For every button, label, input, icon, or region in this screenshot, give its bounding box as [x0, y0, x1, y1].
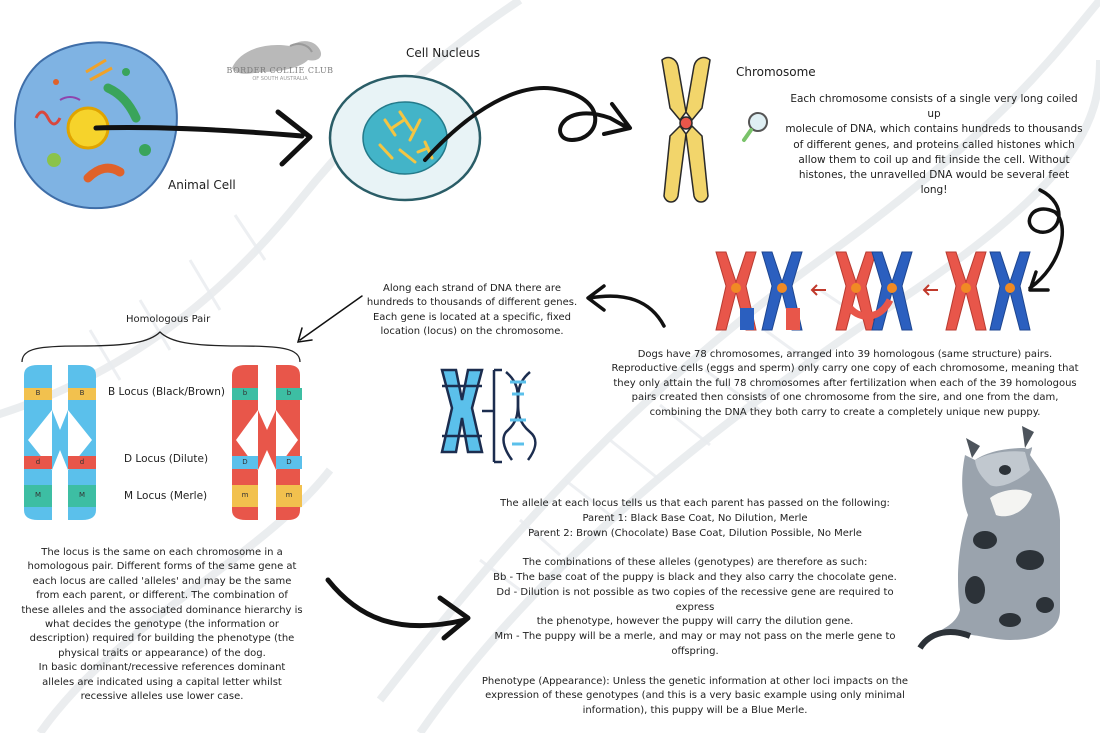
- chromosome-pairing-sequence: [716, 252, 1030, 330]
- left-m-allele-2: M: [78, 491, 86, 499]
- chromosome-pair-icon: [946, 252, 1030, 330]
- logo-subtitle: OF SOUTH AUSTRALIA: [252, 76, 308, 82]
- right-d-allele-2: D: [286, 458, 292, 466]
- chromosome-crossover-icon: [836, 252, 912, 330]
- chromosome-recombined-icon: [716, 252, 802, 330]
- chromosome-info-text: Each chromosome consists of a single very long coiled up molecule of DNA, which contains hundreds to thousands of different genes, and proteins called histones which allow them to coil up and fit inside the cell. Without histones, the unravelled DNA would be several feet long!: [785, 93, 1083, 197]
- chromosome-label: Chromosome: [736, 65, 816, 79]
- b-locus-label: B Locus (Black/Brown): [108, 386, 225, 398]
- arrow-to-dna-text-icon: [588, 286, 664, 326]
- blue-merle-puppy-icon: [920, 426, 1060, 648]
- animal-cell-label: Animal Cell: [168, 178, 236, 192]
- logo-name: BORDER COLLIE CLUB: [226, 66, 334, 75]
- right-m-allele-2: m: [285, 491, 293, 499]
- left-b-allele: B: [35, 389, 41, 397]
- right-b-allele-2: b: [286, 389, 292, 397]
- right-b-allele: b: [242, 389, 248, 397]
- left-d-allele: d: [35, 458, 41, 466]
- chromosome-icon: [662, 58, 710, 202]
- cell-nucleus-icon: [330, 76, 480, 200]
- locus-info-text: The locus is the same on each chromosome in a homologous pair. Different forms of the same gene at each locus are called 'alleles' and may be the same from each parent, or different. The combination of these alleles and the associated dominance hierarchy is what decides the genotype (the information or description) required for building the phenotype (the physical traits or appearance) of the dog. In basic dominant/recessive references dominant alleles are indicated using a capital letter whilst recessive alleles use lower case.: [21, 547, 303, 703]
- cell-nucleus-label: Cell Nucleus: [406, 46, 480, 60]
- dogs-chromosomes-text: Dogs have 78 chromosomes, arranged into 39 homologous (same structure) pairs. Reproductive cells (eggs and sperm) only carry one copy of each chromosome, meaning that they only attain the full 78 chromosomes after fertilization when each of the 39 homologous pairs created then consists of one chromosome from the sire, and one from the dam, combining the DNA they both carry to create a completely unique new puppy.: [611, 349, 1079, 418]
- left-d-allele-2: d: [79, 458, 85, 466]
- left-b-allele-2: B: [79, 389, 85, 397]
- magnifier-icon: [744, 113, 767, 140]
- right-m-allele: m: [241, 491, 249, 499]
- m-locus-label: M Locus (Merle): [124, 490, 208, 502]
- chromosome-dna-icon: [442, 370, 535, 462]
- homologous-pair-brace: [22, 332, 300, 362]
- homologous-pair-label: Homologous Pair: [126, 314, 211, 325]
- dna-strand-text: Along each strand of DNA there are hundreds to thousands of different genes. Each gene is located at a specific, fixed location (locus) on the chromosome.: [366, 283, 578, 338]
- arrow-curl-right-icon: [1029, 190, 1062, 290]
- arrow-to-homologous-pair-icon: [298, 296, 362, 342]
- d-locus-label: D Locus (Dilute): [124, 453, 209, 465]
- arrow-to-allele-text-icon: [328, 580, 468, 638]
- right-d-allele: D: [242, 458, 248, 466]
- allele-info-text: The allele at each locus tells us that each parent has passed on the following: Parent 1: Black Base Coat, No Dilution, Merle Parent 2: Brown (Chocolate) Base Coat, Dilution Possible, No Merle The combinations of these alleles (genotypes) are therefore as such: Bb - The base coat of the puppy is black and they also carry the chocolate gene. Dd - Dilution is not possible as two copies of the recessive gene are required to express the phenotype, however the puppy will carry the dilution gene. Mm - The puppy will be a merle, and may or may not pass on the merle gene to offspring. Phenotype (Appearance): Unless the genetic information at other loci impacts on the expression of these genotypes (and this is a very basic example using only minimal information), this puppy will be a Blue Merle.: [481, 498, 909, 717]
- left-m-allele: M: [34, 491, 42, 499]
